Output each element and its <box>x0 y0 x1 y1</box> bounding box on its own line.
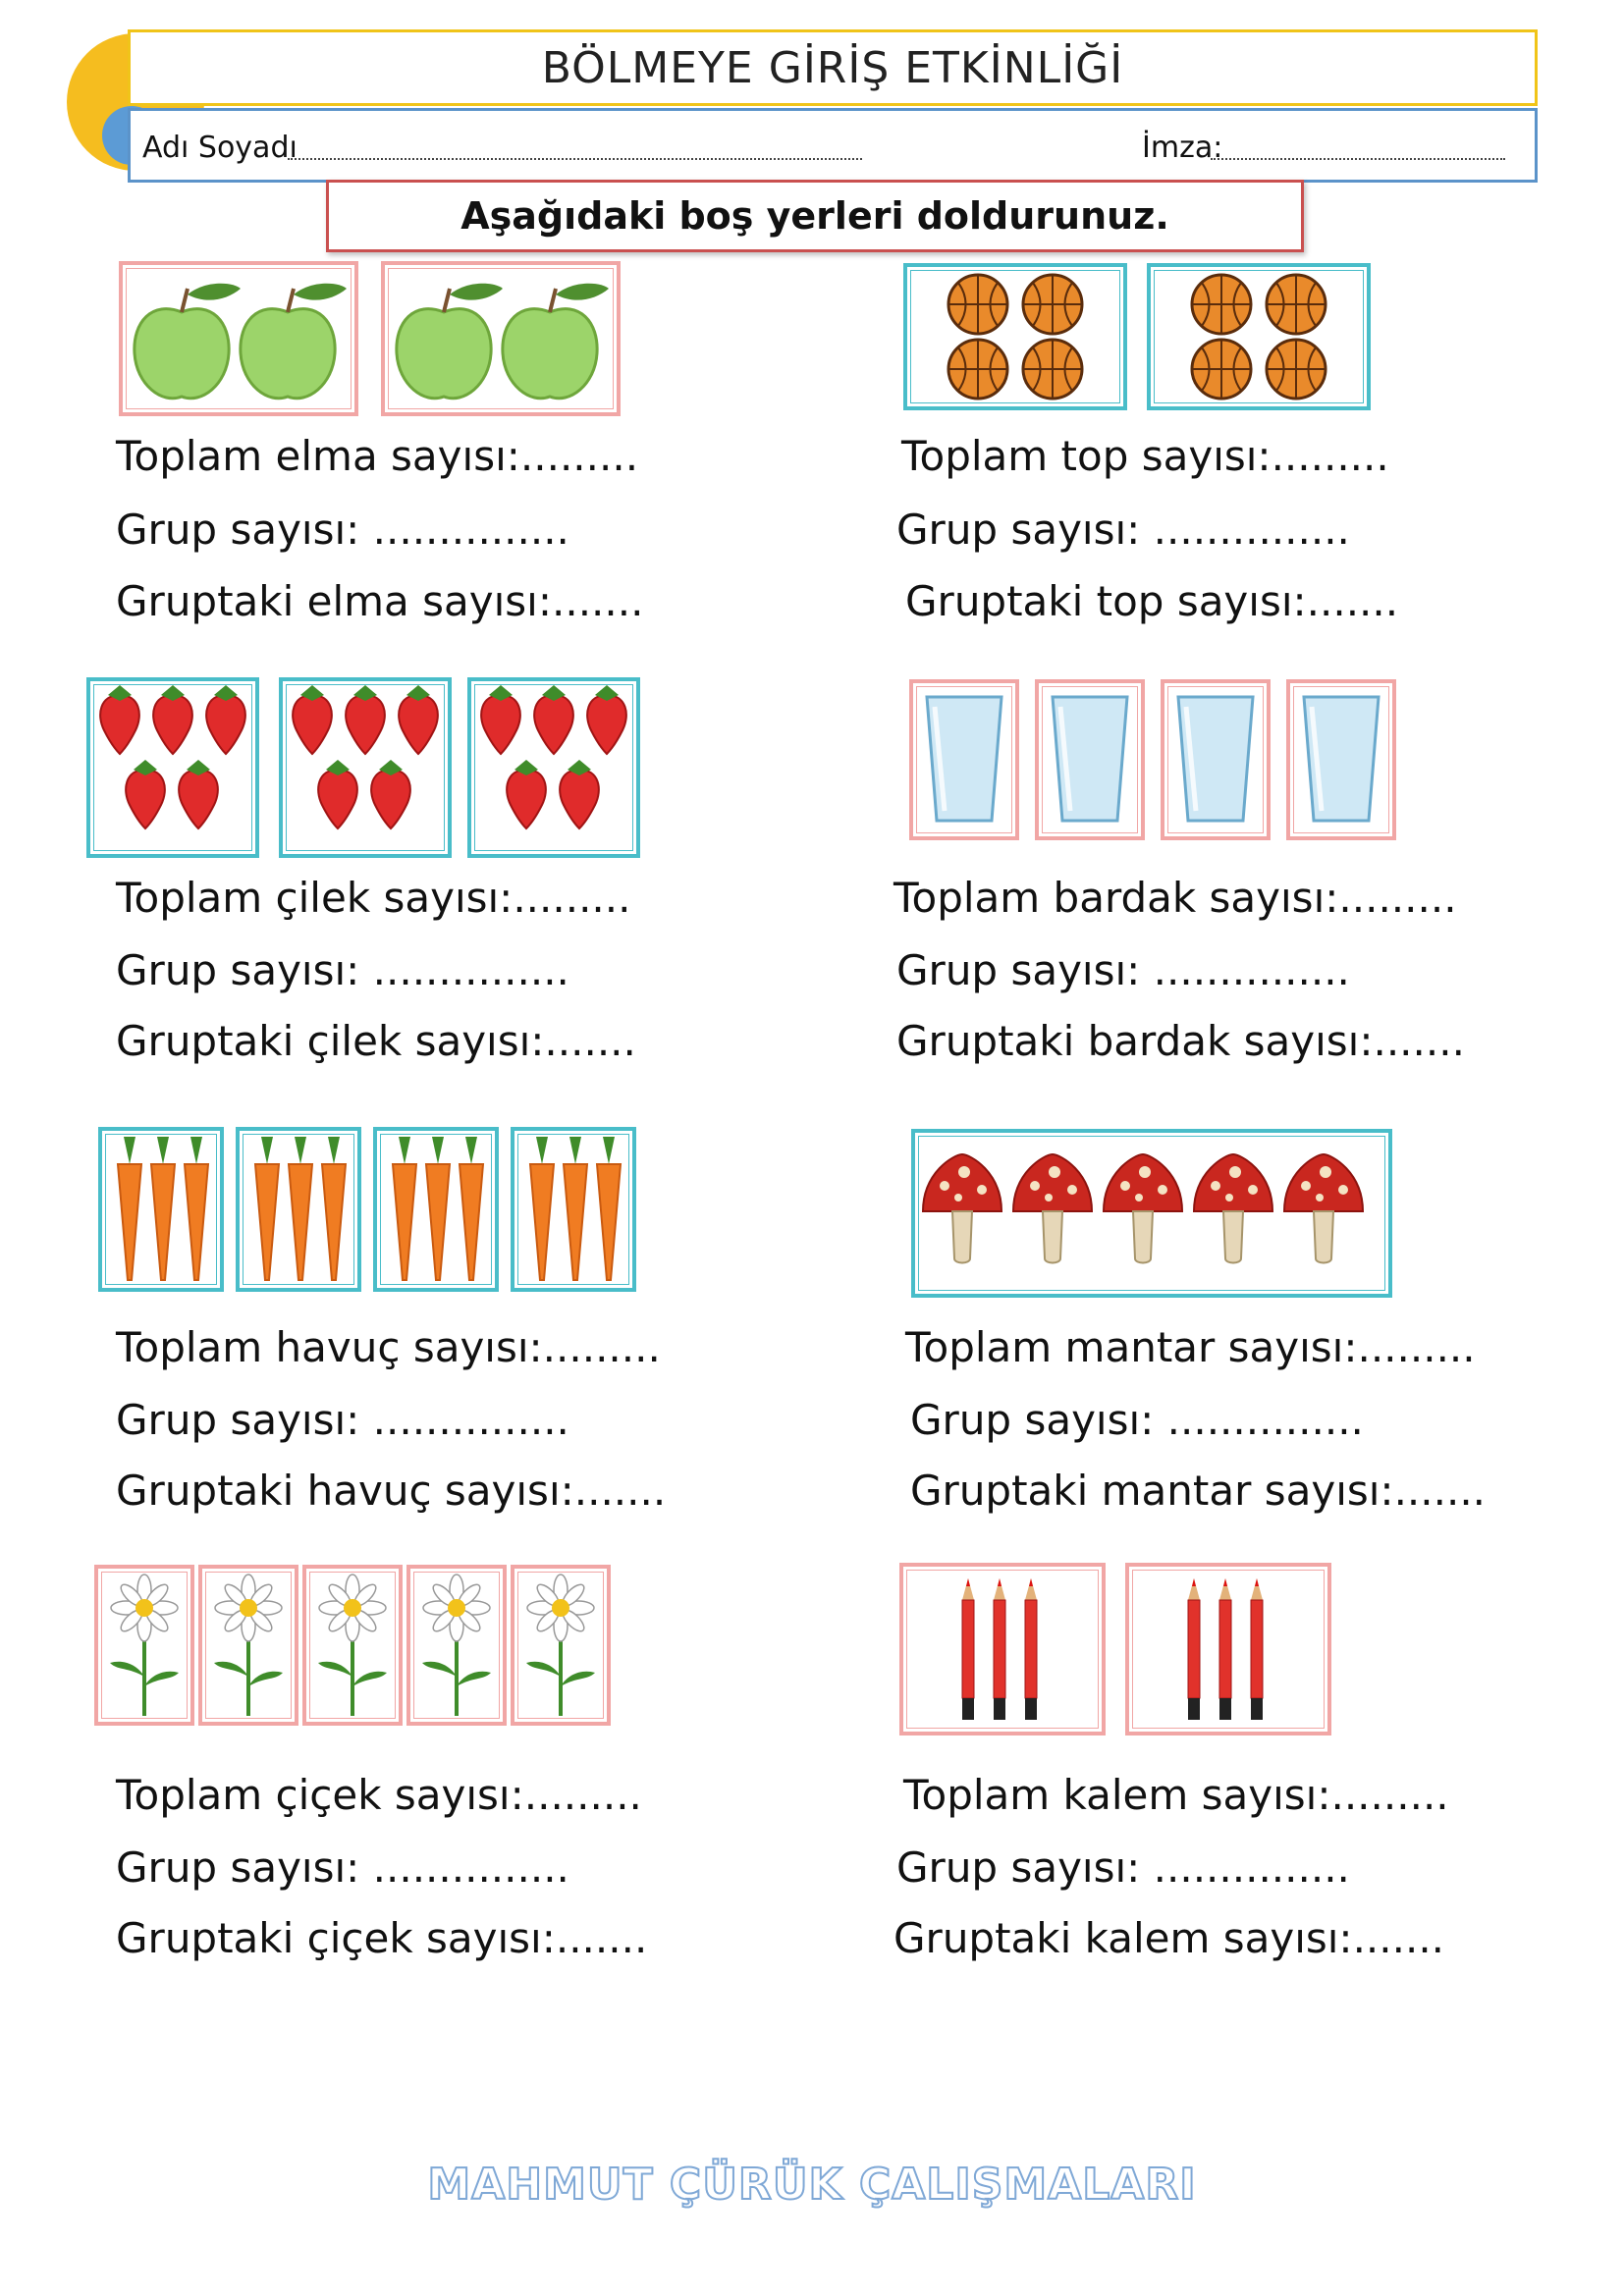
apple-icon <box>123 265 354 412</box>
total-count-line: Toplam çiçek sayısı:......... <box>116 1771 642 1819</box>
flower-icon <box>98 1569 190 1722</box>
carrot-group-box <box>236 1127 361 1292</box>
strawberry-icon <box>90 681 255 854</box>
apple-icon <box>385 265 617 412</box>
carrot-group-box <box>98 1127 224 1292</box>
signature-label: İmza: <box>1142 131 1223 165</box>
glass-icon <box>1039 683 1141 836</box>
flower-icon <box>410 1569 503 1722</box>
glass-icon <box>1164 683 1267 836</box>
per-group-count-line: Gruptaki havuç sayısı:....... <box>116 1467 667 1515</box>
mushroom-group-box <box>911 1129 1392 1298</box>
instruction-text: Aşağıdaki boş yerleri doldurunuz. <box>460 194 1169 238</box>
per-group-count-line: Gruptaki mantar sayısı:....... <box>910 1467 1487 1515</box>
ball-group-box <box>903 263 1127 410</box>
total-count-line: Toplam top sayısı:......... <box>901 432 1389 480</box>
carrot-group-box <box>511 1127 636 1292</box>
flower-icon <box>514 1569 607 1722</box>
glass-group-box <box>909 679 1019 840</box>
flower-icon <box>202 1569 295 1722</box>
strawberry-icon <box>471 681 636 854</box>
basketball-icon <box>907 267 1123 406</box>
group-count-line: Grup sayısı: ............... <box>896 946 1350 994</box>
total-count-line: Toplam çilek sayısı:......... <box>116 874 631 922</box>
glass-icon <box>1290 683 1392 836</box>
total-count-line: Toplam elma sayısı:......... <box>116 432 639 480</box>
strawberry-icon <box>283 681 448 854</box>
pencil-icon <box>903 1567 1102 1732</box>
group-count-line: Grup sayısı: ............... <box>116 1843 569 1892</box>
per-group-count-line: Gruptaki kalem sayısı:....... <box>893 1914 1445 1962</box>
carrot-icon <box>377 1131 495 1288</box>
group-count-line: Grup sayısı: ............... <box>116 1396 569 1444</box>
apple-group-box <box>119 261 358 416</box>
mushroom-icon <box>915 1133 1388 1294</box>
glass-icon <box>913 683 1015 836</box>
footer <box>0 2160 1624 2210</box>
name-label: Adı Soyadı <box>142 131 298 165</box>
per-group-count-line: Gruptaki çiçek sayısı:....... <box>116 1914 648 1962</box>
carrot-icon <box>514 1131 632 1288</box>
carrot-group-box <box>373 1127 499 1292</box>
strawberry-group-box <box>86 677 259 858</box>
group-count-line: Grup sayısı: ............... <box>116 506 569 554</box>
instruction-box <box>326 180 1304 252</box>
flower-icon <box>306 1569 399 1722</box>
per-group-count-line: Gruptaki çilek sayısı:....... <box>116 1017 636 1065</box>
total-count-line: Toplam mantar sayısı:......... <box>905 1323 1476 1371</box>
pencil-group-box <box>899 1563 1106 1735</box>
per-group-count-line: Gruptaki elma sayısı:....... <box>116 577 644 625</box>
strawberry-group-box <box>279 677 452 858</box>
group-count-line: Grup sayısı: ............... <box>116 946 569 994</box>
page-title: BÖLMEYE GİRİŞ ETKİNLİĞİ <box>541 42 1124 93</box>
flower-group-box <box>94 1565 194 1726</box>
carrot-icon <box>240 1131 357 1288</box>
per-group-count-line: Gruptaki bardak sayısı:....... <box>896 1017 1465 1065</box>
flower-group-box <box>406 1565 507 1726</box>
flower-group-box <box>198 1565 298 1726</box>
name-field[interactable] <box>288 158 862 160</box>
footer-text: MAHMUT ÇÜRÜK ÇALIŞMALARI <box>427 2160 1197 2210</box>
total-count-line: Toplam havuç sayısı:......... <box>116 1323 661 1371</box>
ball-group-box <box>1147 263 1371 410</box>
glass-group-box <box>1286 679 1396 840</box>
group-count-line: Grup sayısı: ............... <box>896 1843 1350 1892</box>
basketball-icon <box>1151 267 1367 406</box>
per-group-count-line: Gruptaki top sayısı:....... <box>905 577 1399 625</box>
title-box <box>128 29 1538 106</box>
glass-group-box <box>1161 679 1271 840</box>
pencil-group-box <box>1125 1563 1331 1735</box>
carrot-icon <box>102 1131 220 1288</box>
apple-group-box <box>381 261 621 416</box>
total-count-line: Toplam bardak sayısı:......... <box>893 874 1457 922</box>
strawberry-group-box <box>467 677 640 858</box>
pencil-icon <box>1129 1567 1327 1732</box>
total-count-line: Toplam kalem sayısı:......... <box>903 1771 1449 1819</box>
glass-group-box <box>1035 679 1145 840</box>
flower-group-box <box>511 1565 611 1726</box>
group-count-line: Grup sayısı: ............... <box>910 1396 1364 1444</box>
group-count-line: Grup sayısı: ............... <box>896 506 1350 554</box>
signature-field[interactable] <box>1211 158 1505 160</box>
name-signature-row <box>128 108 1538 183</box>
flower-group-box <box>302 1565 403 1726</box>
